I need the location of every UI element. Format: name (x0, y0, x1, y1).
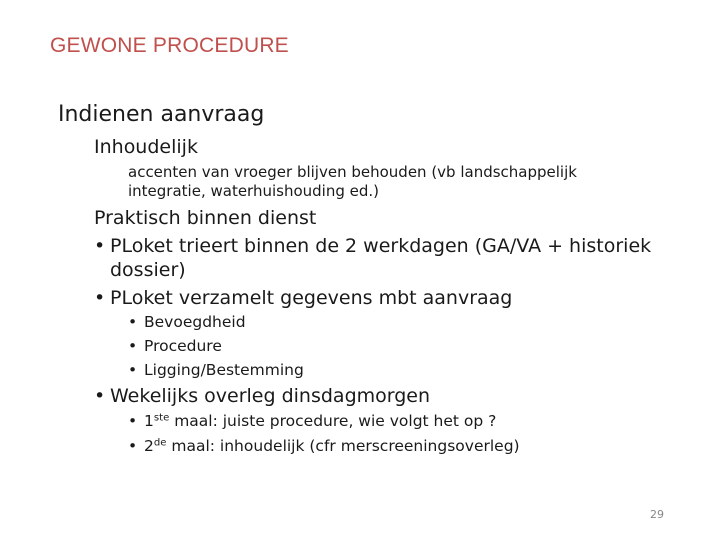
list-item (128, 313, 246, 331)
inhoudelijk-text-line2: integratie, waterhuishouding ed.) (128, 182, 379, 200)
bullet-icon: • (94, 235, 106, 257)
list-item (128, 337, 222, 355)
sub-bullet-text: Ligging/Bestemming (144, 361, 304, 379)
bullet-icon: • (128, 437, 138, 455)
inhoudelijk-text-line1: accenten van vroeger blijven behouden (vb landschappelijk (128, 163, 577, 181)
label-praktisch: Praktisch binnen dienst (94, 207, 317, 229)
slide-title: GEWONE PROCEDURE (50, 34, 289, 57)
sub-bullet-text: Bevoegdheid (144, 313, 246, 331)
list-item (94, 385, 430, 407)
list-item (94, 287, 512, 309)
bullet-icon: • (94, 287, 106, 309)
heading-indienen-aanvraag: Indienen aanvraag (58, 102, 265, 127)
bullet-text: Wekelijks overleg dinsdagmorgen (110, 385, 431, 407)
bullet-icon: • (128, 313, 138, 331)
bullet-icon: • (128, 412, 138, 430)
meeting-num: 1 (144, 412, 154, 430)
bullet-text: PLoket verzamelt gegevens mbt aanvraag (110, 287, 513, 309)
meeting-text: maal: juiste procedure, wie volgt het op ? (169, 412, 497, 430)
list-item (94, 235, 651, 257)
meeting-sup: de (153, 437, 167, 449)
bullet-icon: • (128, 337, 138, 355)
bullet-text-continuation: dossier) (110, 259, 186, 281)
list-item (128, 437, 520, 455)
meeting-num: 2 (144, 437, 154, 455)
list-item (128, 361, 304, 379)
bullet-text: PLoket trieert binnen de 2 werkdagen (GA/VA + historiek (110, 235, 652, 257)
bullet-icon: • (128, 361, 138, 379)
meeting-text: maal: inhoudelijk (cfr merscreeningsoverleg) (166, 437, 520, 455)
sub-bullet-text: Procedure (144, 337, 222, 355)
page-number: 29 (650, 508, 664, 521)
list-item (128, 412, 496, 430)
label-inhoudelijk: Inhoudelijk (94, 136, 198, 158)
meeting-sup: ste (153, 412, 170, 424)
bullet-icon: • (94, 385, 106, 407)
